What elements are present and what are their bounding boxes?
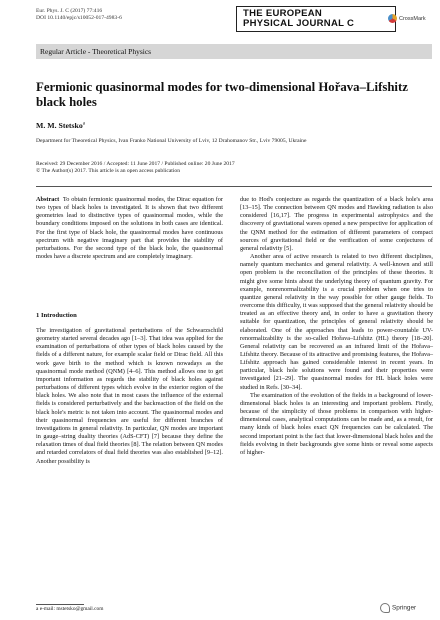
paper-title: Fermionic quasinormal modes for two-dimensional Hořava–Lifshitz black holes — [36, 80, 408, 109]
springer-horse-icon — [380, 603, 390, 613]
article-meta — [36, 8, 122, 22]
author-footnote-mark: a — [82, 121, 86, 127]
dates-line: Received: 29 December 2016 / Accepted: 11 June 2017 / Published online: 20 June 2017 — [36, 161, 235, 167]
footnote-divider — [36, 604, 84, 605]
journal-name-line1: THE EUROPEAN — [243, 8, 323, 19]
footnote-email[interactable]: a e-mail: mstetsko@gmail.com — [36, 606, 104, 612]
right-paragraph-1: due to Hod's conjecture as regards the quantization of a black hole's area [13–15]. The connection between QN modes and Hawking radiation is also considered [16,17]. The progress in experimental astrophysics and the discovery of gravitational waves opened a new perspective for application of the QNM method for the estimation of different parameters of compact sources of gravitational field or the verification of some conjectures of general relativity [5]. — [240, 196, 433, 252]
section-heading-introduction: 1 Introduction — [36, 312, 77, 319]
doi: DOI 10.1140/epjc/s10052-017-4983-6 — [36, 15, 122, 21]
publication-dates — [36, 161, 235, 175]
citation: Eur. Phys. J. C (2017) 77:416 — [36, 8, 103, 14]
crossmark-label: CrossMark — [399, 15, 426, 22]
publisher-logo — [380, 603, 416, 613]
author-name: M. M. Stetsko — [36, 121, 83, 130]
abstract-text: To obtain fermionic quasinormal modes, the Dirac equation for two types of black holes is investigated. It is shown that two different geometries lead to distinctive types of quasinormal modes, while the boundary conditions imposed on the solutions in both cases are identical. For the first type of black hole, the quasinormal modes have continuous spectrum with negative imaginary part that provides the stability of perturbations. For the second type of the black hole, the quasinormal modes have a discrete spectrum and are completely imaginary. — [36, 196, 223, 261]
header-divider — [36, 186, 432, 187]
author-line — [36, 121, 85, 130]
affiliation: Department for Theoretical Physics, Ivan Franko National University of Lviv, 12 Drahomanov Str., Lviv 79005, Ukraine — [36, 138, 307, 144]
copyright-line: © The Author(s) 2017. This article is an open access publication — [36, 168, 181, 174]
right-column — [240, 196, 433, 457]
article-category: Regular Article - Theoretical Physics — [40, 47, 152, 56]
journal-name-line2: PHYSICAL JOURNAL C — [243, 18, 355, 29]
introduction-text — [36, 327, 223, 466]
right-paragraph-2: Another area of active research is related to two different disciplines, namely quantum mechanics and general relativity. A well-known and still open problem is the reconciliation of the principles of these theories. It might give some hints about the underlying theory of quantum gravity. For example, nonrenormalizability is a crucial problem when one tries to quantize general relativity in the way possible for other gauge fields. To overcome this difficulty, it was supposed that the general relativity should be treated as an effective theory and, in order to have a gravitation theory suitable for quantization, the principles of general relativity should be elaborated. One of the approaches that leads to power-countable UV-renormalizability is the so-called Hořava–Lifshitz (HL) theory [18–20]. General relativity can be recovered as an infrared limit of the Hořava–Lifshitz theory. Because of its attractive and promising features, the Hořava–Lifshitz approach has gained considerable interest in recent years. In particular, black hole solutions were found and their properties were investigated [21–29]. The quasinormal modes for HL black holes were studied in Refs. [30–34]. — [240, 253, 433, 391]
crossmark-icon — [388, 14, 397, 23]
right-paragraph-3: The examination of the evolution of the fields in a background of lower-dimensional black holes is an interesting and important problem. Firstly, because of the simplicity of those problems in comparison with higher-dimensional cases, analytical computations can be made and, as a result, for many kinds of black holes exact QN frequencies can be calculated. The second important point is the fact that lower-dimensional black holes and the fields evolving in their backgrounds give some hints or reveal some aspects of higher- — [240, 391, 433, 456]
publisher-name: Springer — [392, 604, 417, 612]
abstract-label: Abstract — [36, 196, 60, 203]
abstract-block — [36, 196, 223, 261]
crossmark-badge[interactable] — [388, 14, 432, 23]
journal-logo — [236, 6, 396, 32]
intro-paragraph-1: The investigation of gravitational perturbations of the Schwarzschild geometry started several decades ago [1–3]. That idea was applied for the examination of perturbations of other types of black holes caused by the fields of a different nature, for example scalar field or Dirac field. All this work gave birth to the method which is known nowadays as the quasinormal mode method (QNM) [4–6]. This method allows one to get important information as regards the stability of black holes against perturbations of different types which evolve in the exterior region of the black holes. We also note that in most cases the influence of the external fields is considered perturbatively and the backreaction of the field on the black hole's metric is not taken into account. The quasinormal modes and their quasinormal frequencies are useful for different branches of investigations in general relativity. In particular, QN modes are important in gauge–string duality theories (AdS-CFT) [7] because they define the relaxation times of dual field theories [8]. The relation between QN modes and retarded correlators of dual field theories was also established [9–12]. Another possibility is — [36, 327, 223, 465]
